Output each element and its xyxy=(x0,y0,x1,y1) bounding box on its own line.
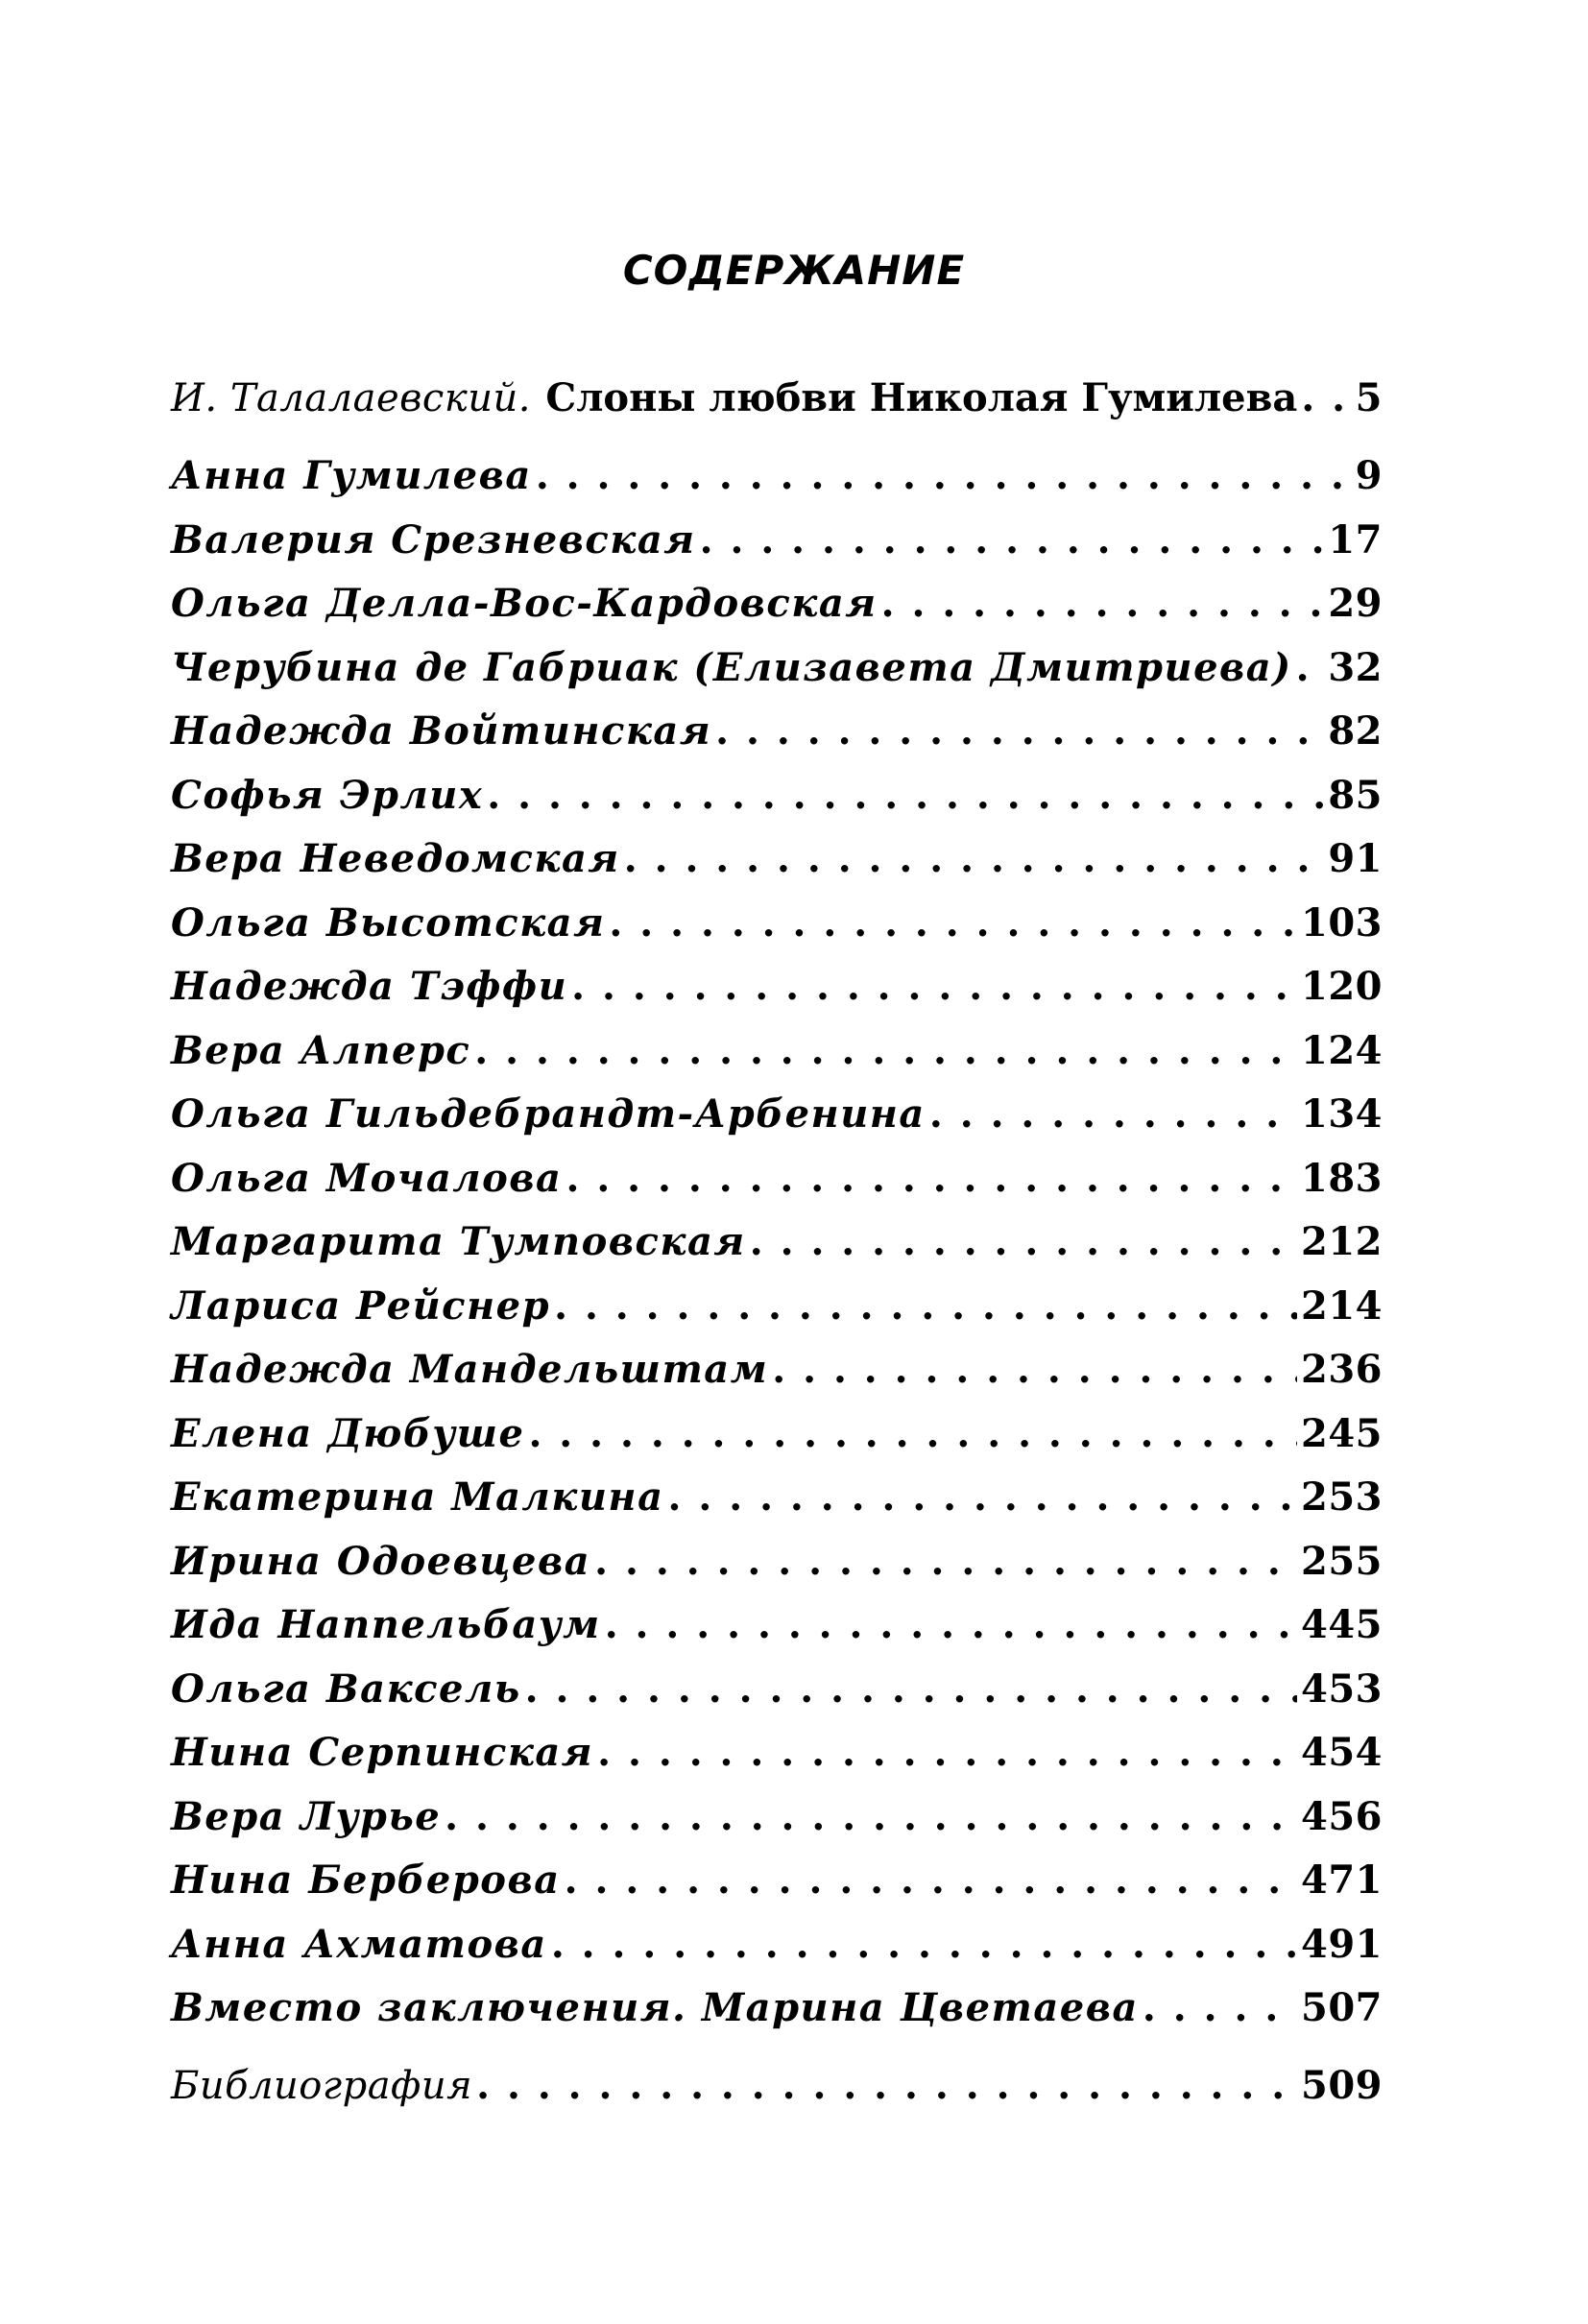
toc-entry[interactable] xyxy=(171,1019,1383,1083)
dot-leader xyxy=(525,1658,1297,1721)
toc-entry[interactable] xyxy=(171,1147,1383,1210)
toc-entry[interactable] xyxy=(171,1275,1383,1338)
toc-entry[interactable] xyxy=(171,1849,1383,1912)
page-number: 214 xyxy=(1301,1282,1383,1329)
page-number: 29 xyxy=(1328,581,1383,626)
dot-leader xyxy=(881,572,1325,635)
dot-leader xyxy=(594,1530,1297,1593)
toc-entry[interactable] xyxy=(171,1658,1383,1721)
entry-label: Ольга Делла-Вос-Кардовская xyxy=(171,581,878,626)
page-number: 471 xyxy=(1301,1857,1383,1903)
page-number: 456 xyxy=(1301,1793,1383,1839)
entry-label: Анна Гумилева xyxy=(171,453,532,498)
page-number: 245 xyxy=(1301,1410,1383,1456)
page-title: СОДЕРЖАНИЕ xyxy=(622,247,966,294)
toc-entry[interactable] xyxy=(171,1913,1383,1977)
dot-leader xyxy=(1143,1977,1297,2040)
entry-label: Ида Наппельбаум xyxy=(171,1602,601,1647)
toc-entry[interactable] xyxy=(171,700,1383,763)
page-number: 212 xyxy=(1301,1219,1383,1264)
toc-entry[interactable] xyxy=(171,636,1383,700)
page-number: 120 xyxy=(1301,964,1383,1009)
page-number: 507 xyxy=(1301,1985,1383,2030)
page-number: 183 xyxy=(1301,1155,1383,1201)
entry-label: Вера Неведомская xyxy=(171,836,620,881)
page-number: 255 xyxy=(1301,1538,1383,1584)
page-number: 17 xyxy=(1328,516,1383,563)
toc-entry[interactable] xyxy=(171,1338,1383,1402)
intro-title: Слоны любви Николая Гумилева xyxy=(545,375,1298,420)
toc-entry[interactable] xyxy=(171,1721,1383,1785)
entry-label: Ольга Мочалова xyxy=(171,1155,563,1201)
dot-leader xyxy=(554,1275,1297,1338)
toc-entry[interactable] xyxy=(171,1785,1383,1849)
dot-leader xyxy=(565,1147,1297,1210)
dot-leader xyxy=(715,700,1324,763)
dot-leader xyxy=(624,827,1325,891)
entry-label: Нина Серпинская xyxy=(171,1730,594,1775)
page-number: 445 xyxy=(1301,1602,1383,1647)
toc-entry[interactable] xyxy=(171,892,1383,955)
page-number: 85 xyxy=(1328,772,1383,818)
page-number: 453 xyxy=(1301,1665,1383,1712)
toc-entry[interactable] xyxy=(171,444,1383,508)
entry-label: Нина Берберова xyxy=(171,1857,561,1903)
toc-entry[interactable] xyxy=(171,572,1383,635)
entry-label: Ирина Одоевцева xyxy=(171,1538,591,1584)
entry-label: Ольга Высотская xyxy=(171,899,606,946)
page-number: 5 xyxy=(1355,375,1383,420)
dot-leader xyxy=(597,1721,1297,1785)
page-number: 9 xyxy=(1355,453,1383,498)
entry-label: Вместо заключения. Марина Цветаева xyxy=(171,1985,1139,2030)
toc-entry[interactable] xyxy=(171,1466,1383,1529)
page-number: 91 xyxy=(1328,836,1383,881)
dot-leader xyxy=(1296,636,1325,700)
toc-entry[interactable] xyxy=(171,764,1383,827)
entry-label: Черубина де Габриак (Елизавета Дмитриева) xyxy=(171,644,1292,690)
page-number: 491 xyxy=(1301,1921,1383,1967)
dot-leader xyxy=(487,764,1324,827)
dot-leader xyxy=(571,955,1297,1018)
entry-label: Ольга Ваксель xyxy=(171,1665,521,1712)
table-of-contents xyxy=(171,0,1383,2324)
entry-label: Валерия Срезневская xyxy=(171,516,696,563)
toc-entry[interactable] xyxy=(171,1530,1383,1593)
toc-entry[interactable] xyxy=(171,1593,1383,1657)
toc-entry-bibliography[interactable] xyxy=(171,2054,1383,2118)
toc-entry[interactable] xyxy=(171,1977,1383,2040)
dot-leader xyxy=(772,1338,1297,1402)
entry-label: Софья Эрлих xyxy=(171,772,484,818)
toc-entry[interactable] xyxy=(171,509,1383,572)
dot-leader xyxy=(474,1019,1297,1083)
entry-label: Анна Ахматова xyxy=(171,1921,547,1967)
dot-leader xyxy=(605,1593,1297,1657)
toc-entry[interactable] xyxy=(171,1402,1383,1466)
dot-leader xyxy=(536,444,1352,508)
entry-label: Елена Дюбуше xyxy=(171,1410,525,1456)
entry-label: Екатерина Малкина xyxy=(171,1474,664,1520)
entry-label: Надежда Тэффи xyxy=(171,964,568,1009)
entry-label: Надежда Войтинская xyxy=(171,708,712,754)
entry-label: Надежда Мандельштам xyxy=(171,1347,769,1392)
page-number: 82 xyxy=(1328,708,1383,754)
dot-leader xyxy=(929,1083,1297,1146)
page-number: 32 xyxy=(1328,644,1383,690)
entry-label: Ольга Гильдебрандт-Арбенина xyxy=(171,1091,926,1137)
entry-label: Маргарита Тумповская xyxy=(171,1219,746,1264)
dot-leader xyxy=(565,1849,1297,1912)
dot-leader xyxy=(476,2054,1297,2118)
page-number: 454 xyxy=(1301,1730,1383,1775)
toc-entry[interactable] xyxy=(171,1083,1383,1146)
entry-label: Вера Лурье xyxy=(171,1793,442,1839)
dot-leader xyxy=(750,1210,1297,1274)
page-number: 134 xyxy=(1301,1091,1383,1137)
intro-label xyxy=(171,367,1297,430)
entry-label: Вера Алперс xyxy=(171,1027,471,1073)
dot-leader xyxy=(1301,367,1351,430)
toc-entry[interactable] xyxy=(171,1210,1383,1274)
page-number: 253 xyxy=(1301,1474,1383,1520)
dot-leader xyxy=(551,1913,1297,1977)
page-number: 509 xyxy=(1301,2063,1383,2108)
dot-leader xyxy=(668,1466,1297,1529)
page-number: 103 xyxy=(1301,899,1383,946)
page-number: 236 xyxy=(1301,1347,1383,1392)
dot-leader xyxy=(528,1402,1297,1466)
dot-leader xyxy=(445,1785,1297,1849)
bibliography-label: Библиография xyxy=(171,2064,473,2108)
dot-leader xyxy=(700,509,1325,572)
intro-author: И. Талалаевский. xyxy=(171,376,531,420)
dot-leader xyxy=(609,892,1297,955)
entry-label: Лариса Рейснер xyxy=(171,1282,551,1329)
toc-entry[interactable] xyxy=(171,827,1383,891)
toc-entry[interactable] xyxy=(171,955,1383,1018)
page-number: 124 xyxy=(1301,1027,1383,1073)
toc-entry-intro[interactable] xyxy=(171,367,1383,430)
